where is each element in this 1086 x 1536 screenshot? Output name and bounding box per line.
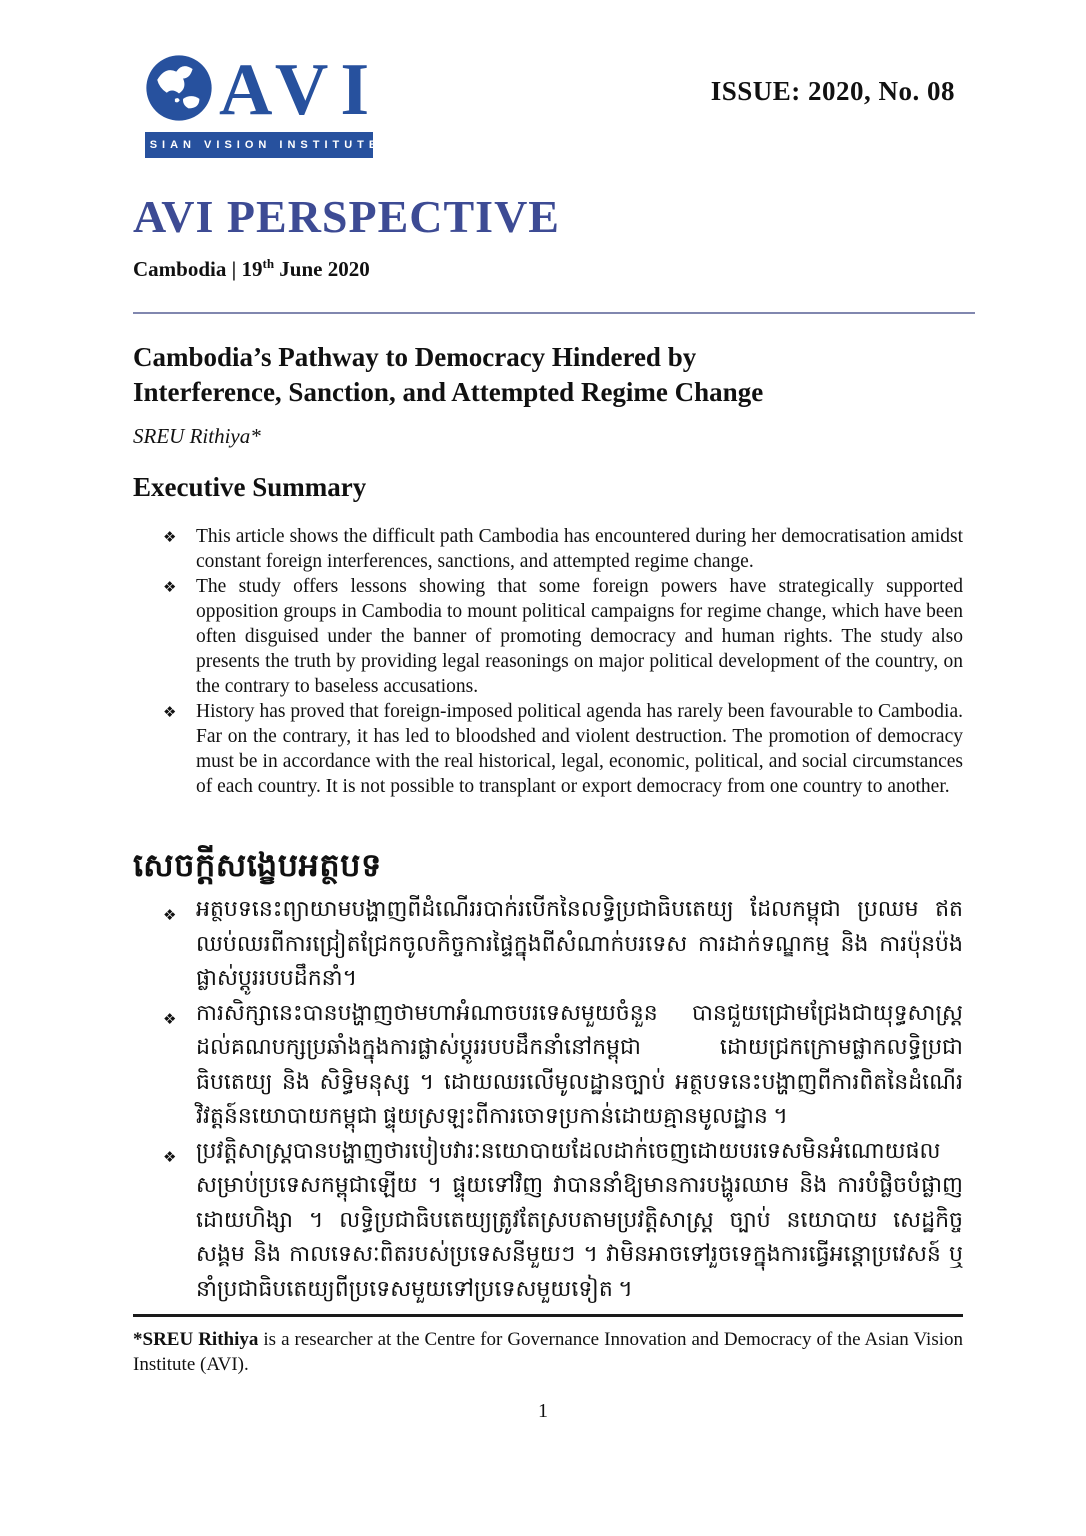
globe-icon	[145, 54, 213, 122]
diamond-bullet-icon: ❖	[163, 528, 177, 546]
diamond-bullet-icon: ❖	[163, 1147, 177, 1166]
summary-bullet-text: This article shows the difficult path Cambodia has encountered during her democratisation amidst constant foreign interferences, sanctions, and attempted regime change.	[196, 526, 963, 572]
article-title	[133, 340, 893, 410]
khmer-bullet	[163, 996, 963, 1134]
dateline	[133, 256, 370, 282]
khmer-summary-heading: សេចក្តីសង្ខេបអត្ថបទ	[133, 847, 382, 883]
khmer-bullet-text: ការសិក្សានេះបានបង្ហាញថាមហាអំណាចបរទេសមួយចំនួន បានជួយជ្រោមជ្រែងជាយុទ្ធសាស្ត្រ ដល់គណបក្សប្រឆាំងក្នុងការផ្លាស់ប្តូររបបដឹកនាំនៅកម្ពុជា ដោយជ្រកក្រោមផ្លាកលទ្ធិប្រជាធិបតេយ្យ និង សិទ្ធិមនុស្ស ។ ដោយឈរលើមូលដ្ឋានច្បាប់ អត្ថបទនេះបង្ហាញពីការពិតនៃដំណើរវិវត្តន៍នយោបាយកម្ពុជា ផ្ទុយស្រឡះពីការចោទប្រកាន់ដោយគ្មានមូលដ្ឋាន ។	[196, 999, 963, 1128]
diamond-bullet-icon: ❖	[163, 578, 177, 596]
diamond-bullet-icon: ❖	[163, 703, 177, 721]
summary-bullet	[163, 699, 963, 799]
diamond-bullet-icon: ❖	[163, 1009, 177, 1028]
dateline-suffix: June 2020	[274, 257, 370, 281]
dateline-prefix: Cambodia | 19	[133, 257, 263, 281]
khmer-bullet-text: អត្ថបទនេះព្យាយាមបង្ហាញពីដំណើររបាក់របើកនៃលទ្ធិប្រជាធិបតេយ្យ ដែលកម្ពុជា ប្រឈម ឥតឈប់ឈរពីការជ្រៀតជ្រែកចូលកិច្ចការផ្ទៃក្នុងពីសំណាក់បរទេស ការដាក់ទណ្ឌកម្ម និង ការប៉ុនប៉ងផ្លាស់ប្តូររបបដឹកនាំ។	[196, 896, 963, 990]
khmer-bullet-text: ប្រវត្តិសាស្ត្របានបង្ហាញថារបៀបវារៈនយោបាយដែលដាក់ចេញដោយបរទេសមិនអំណោយផលសម្រាប់ប្រទេសកម្ពុជាឡើយ ។ ផ្ទុយទៅវិញ វាបាននាំឱ្យមានការបង្ហូរឈាម និង ការបំផ្លិចបំផ្លាញដោយហិង្សា ។ លទ្ធិប្រជាធិបតេយ្យត្រូវតែស្របតាមប្រវត្តិសាស្ត្រ ច្បាប់ នយោបាយ សេដ្ឋកិច្ច សង្គម និង កាលទេសៈពិតរបស់ប្រទេសនីមួយៗ ។ វាមិនអាចទៅរួចទេក្នុងការធ្វើអន្តោប្រវេសន៍ ឬ នាំប្រជាធិបតេយ្យពីប្រទេសមួយទៅប្រទេសមួយទៀត ។	[196, 1137, 963, 1301]
summary-bullet	[163, 524, 963, 574]
header-divider	[133, 312, 975, 314]
summary-bullet	[163, 574, 963, 699]
footnote-author: *SREU Rithiya	[133, 1329, 259, 1350]
footnote	[133, 1328, 963, 1377]
article-title-line1: Cambodia’s Pathway to Democracy Hindered by	[133, 342, 697, 372]
logo-banner: ASIAN VISION INSTITUTE	[145, 132, 373, 158]
masthead-title: AVI PERSPECTIVE	[133, 191, 560, 242]
executive-summary-heading: Executive Summary	[133, 472, 367, 502]
khmer-summary-list	[163, 892, 963, 1306]
footnote-divider	[133, 1314, 963, 1317]
summary-bullet-text: History has proved that foreign-imposed political agenda has rarely been favourable to Cambodia. Far on the contrary, it has led to bloodshed and violent destruction. The promotion of democracy must be in accordance with the real historical, legal, economic, political, and social circumstances of each country. It is not possible to transplant or export democracy from one country to another.	[196, 701, 963, 797]
dateline-ordinal: th	[262, 256, 275, 271]
issue-label: ISSUE: 2020, No. 08	[710, 76, 955, 106]
article-author: SREU Rithiya*	[133, 424, 261, 448]
khmer-bullet	[163, 1134, 963, 1307]
article-title-line2: Interference, Sanction, and Attempted Regime Change	[133, 377, 764, 407]
page-number: 1	[538, 1400, 548, 1422]
logo-acronym: AVI	[219, 49, 382, 131]
khmer-bullet	[163, 892, 963, 996]
footnote-text: is a researcher at the Centre for Governance Innovation and Democracy of the Asian Vision Institute (AVI).	[133, 1329, 964, 1375]
diamond-bullet-icon: ❖	[163, 906, 177, 924]
avi-logo	[136, 46, 382, 158]
executive-summary-list	[163, 524, 963, 799]
summary-bullet-text: The study offers lessons showing that some foreign powers have strategically supported opposition groups in Cambodia to mount political campaigns for regime change, which have been often disguised under the banner of promoting democracy and human rights. The study also presents the truth by providing legal reasonings on major political development of the country, on the contrary to baseless accusations.	[196, 576, 963, 697]
